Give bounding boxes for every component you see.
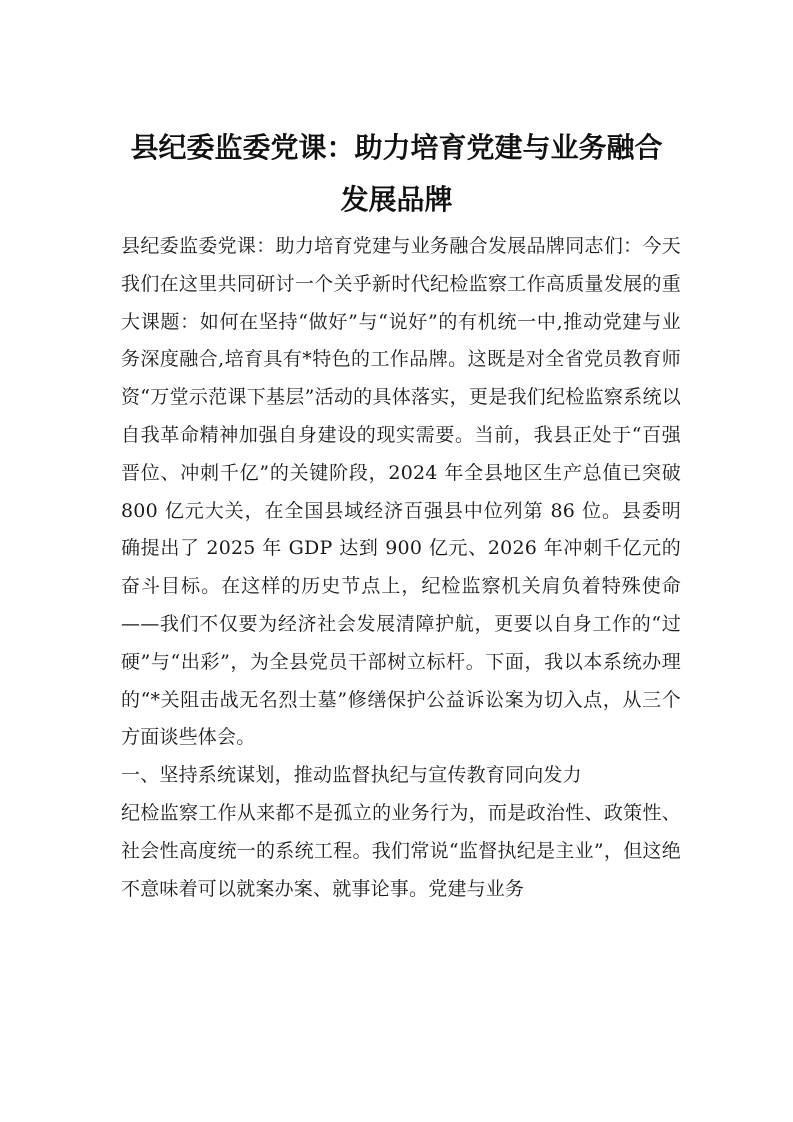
document-title	[110, 122, 683, 226]
title-line-1: 县纪委监委党课：助力培育党建与业务融合	[130, 131, 663, 164]
paragraph-intro: 县纪委监委党课：助力培育党建与业务融合发展品牌同志们：今天我们在这里共同研讨一个关乎新时代纪检监察工作高质量发展的重大课题：如何在坚持“做好”与“说好”的有机统一中,推动党建与业务深度融合,培育具有*特色的工作品牌。这既是对全省党员教育师资“万堂示范课下基层”活动的具体落实，更是我们纪检监察系统以自我革命精神加强自身建设的现实需要。当前，我县正处于“百强晋位、冲刺千亿”的关键阶段，2024 年全县地区生产总值已突破 800 亿元大关，在全国县域经济百强县中位列第 86 位。县委明确提出了 2025 年 GDP 达到 900 亿元、2026 年冲刺千亿元的奋斗目标。在这样的历史节点上，纪检监察机关肩负着特殊使命——我们不仅要为经济社会发展清障护航，更要以自身工作的“过硬”与“出彩”，为全县党员干部树立标杆。下面，我以本系统办理的“*关阻击战无名烈士墓”修缮保护公益诉讼案为切入点，从三个方面谈些体会。	[121, 235, 681, 749]
paragraph-section-1: 纪检监察工作从来都不是孤立的业务行为，而是政治性、政策性、社会性高度统一的系统工程。我们常说“监督执纪是主业”，但这绝不意味着可以就案办案、就事论事。党建与业务	[121, 801, 681, 900]
title-line-2: 发展品牌	[340, 183, 453, 216]
section-heading-1: 一、坚持系统谋划，推动监督执纪与宣传教育同向发力	[121, 764, 582, 787]
document-body	[121, 228, 681, 908]
